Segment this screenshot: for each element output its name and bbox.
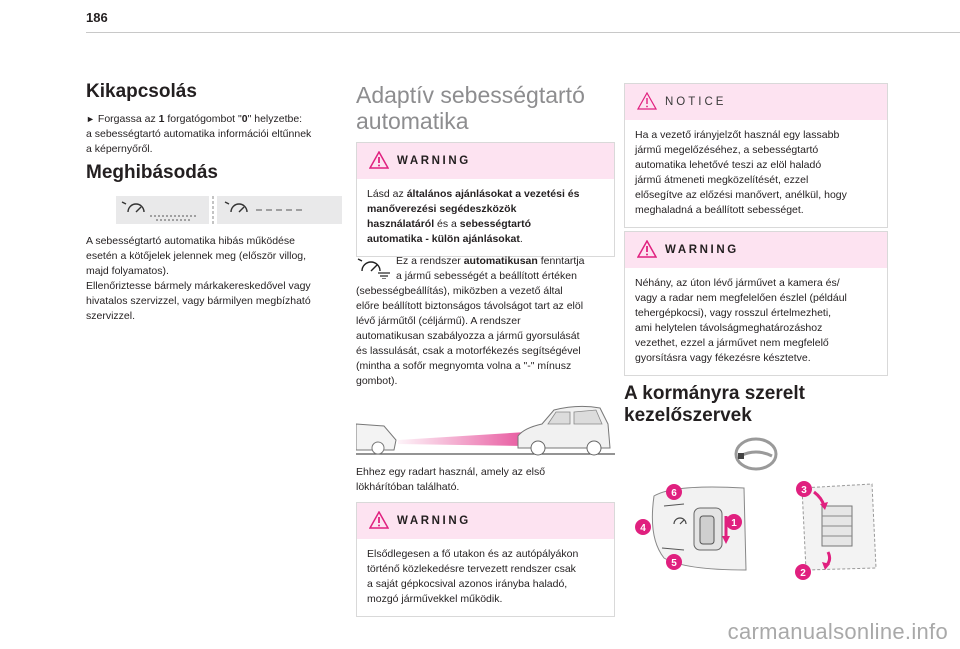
cruise-fault-display-illustration (116, 196, 342, 224)
callout-1 (726, 514, 742, 530)
kikapcsolas-text: ► Forgassa az 1 forgatógombot "0" helyzetbe: a sebességtartó automatika információi eltűnnek a képernyőről. (86, 113, 312, 155)
page-number: 186 (86, 10, 108, 25)
callout-layer (624, 470, 888, 590)
section-title: Adaptív sebességtartó automatika (356, 82, 585, 134)
heading-meghibasodas: Meghibásodás (86, 162, 218, 183)
warning-triangle-icon (637, 240, 657, 258)
svg-text:3: 3 (801, 485, 807, 496)
svg-text:4: 4 (640, 523, 646, 534)
heading-kikapcsolas: Kikapcsolás (86, 81, 197, 102)
arrow-bullet-icon: ► (86, 114, 95, 124)
heading-steering-controls: A kormányra szerelt kezelőszervek (624, 383, 805, 426)
warning-box-3 (624, 231, 888, 376)
steering-wheel-icon (734, 436, 778, 472)
svg-text:5: 5 (671, 558, 677, 569)
header-rule (86, 32, 960, 33)
acc-description: Ez a rendszer automatikusan fenntartja a jármű sebességét a beállított értéken (sebességbeállítás), miközben a vezető által előre beállított biztonságos távolságot tart az elöl lévő járműtől (céljármű). A rendszer automatikusan szabályozza a jármű gyorsulását és lassulását, csak a motorfékezés segítségével (mintha a sofőr megnyomta volna a "-" mínusz gombot). (356, 255, 585, 387)
watermark: carmanualsonline.info (727, 619, 948, 644)
warning-3-text: Néhány, az úton lévő járművet a kamera és/ vagy a radar nem megfelelően észlel (például tehergépkocsi), vagy rosszul értelmezheti, ami helytelen távolságmeghatározáshoz vezethet, ezzel a járművet nem megfelelő gyorsításra vagy fékezésre késztetve. (635, 277, 847, 364)
warning-box-2 (356, 502, 615, 617)
notice-triangle-icon (637, 92, 657, 110)
callout-2 (795, 564, 811, 580)
warning-label: WARNING (397, 515, 471, 527)
cruise-fault-display-icon (116, 196, 342, 224)
callout-5 (666, 554, 682, 570)
callout-6 (666, 484, 682, 500)
callout-4 (635, 519, 651, 535)
radar-car-illustration (356, 402, 615, 458)
warning-box-1 (356, 142, 615, 257)
notice-text: Ha a vezető irányjelzőt használ egy lassabb jármű megelőzéséhez, a sebességtartó automatika lehetővé teszi az elöl haladó jármű átmeneti megközelítését, ezzel elősegítve az előzési manővert, anélkül, hogy meghaladná a beállított sebességet. (635, 129, 847, 216)
radar-text: Ehhez egy radart használ, amely az első lökhárítóban található. (356, 466, 546, 493)
notice-box (624, 83, 888, 228)
warning-triangle-icon (369, 151, 389, 169)
svg-text:1: 1 (731, 518, 737, 529)
svg-text:6: 6 (671, 488, 677, 499)
notice-label: NOTICE (665, 96, 727, 108)
warning-label: WARNING (397, 155, 471, 167)
warning-1-text: Lásd az általános ajánlásokat a vezetési és manőverezési segédeszközök használatáról és a sebességtartó automatika - külön ajánlásokat. (367, 188, 580, 245)
warning-label: WARNING (665, 244, 739, 256)
warning-triangle-icon (369, 511, 389, 529)
svg-text:2: 2 (800, 568, 806, 579)
warning-2-text: Elsődlegesen a fő utakon és az autópályákon történő közlekedésre tervezett rendszer csak a saját gépkocsival azonos irányba haladó, mozgó járművekkel működik. (367, 548, 579, 605)
meghibasodas-text: A sebességtartó automatika hibás működése esetén a kötőjelek jelennek meg (először villog, majd folyamatos). Ellenőriztesse bármely márkakereskedővel vagy hivatalos szervizzel, vagy bármilyen megbízható szervizzel. (86, 235, 311, 322)
callout-3 (796, 481, 812, 497)
